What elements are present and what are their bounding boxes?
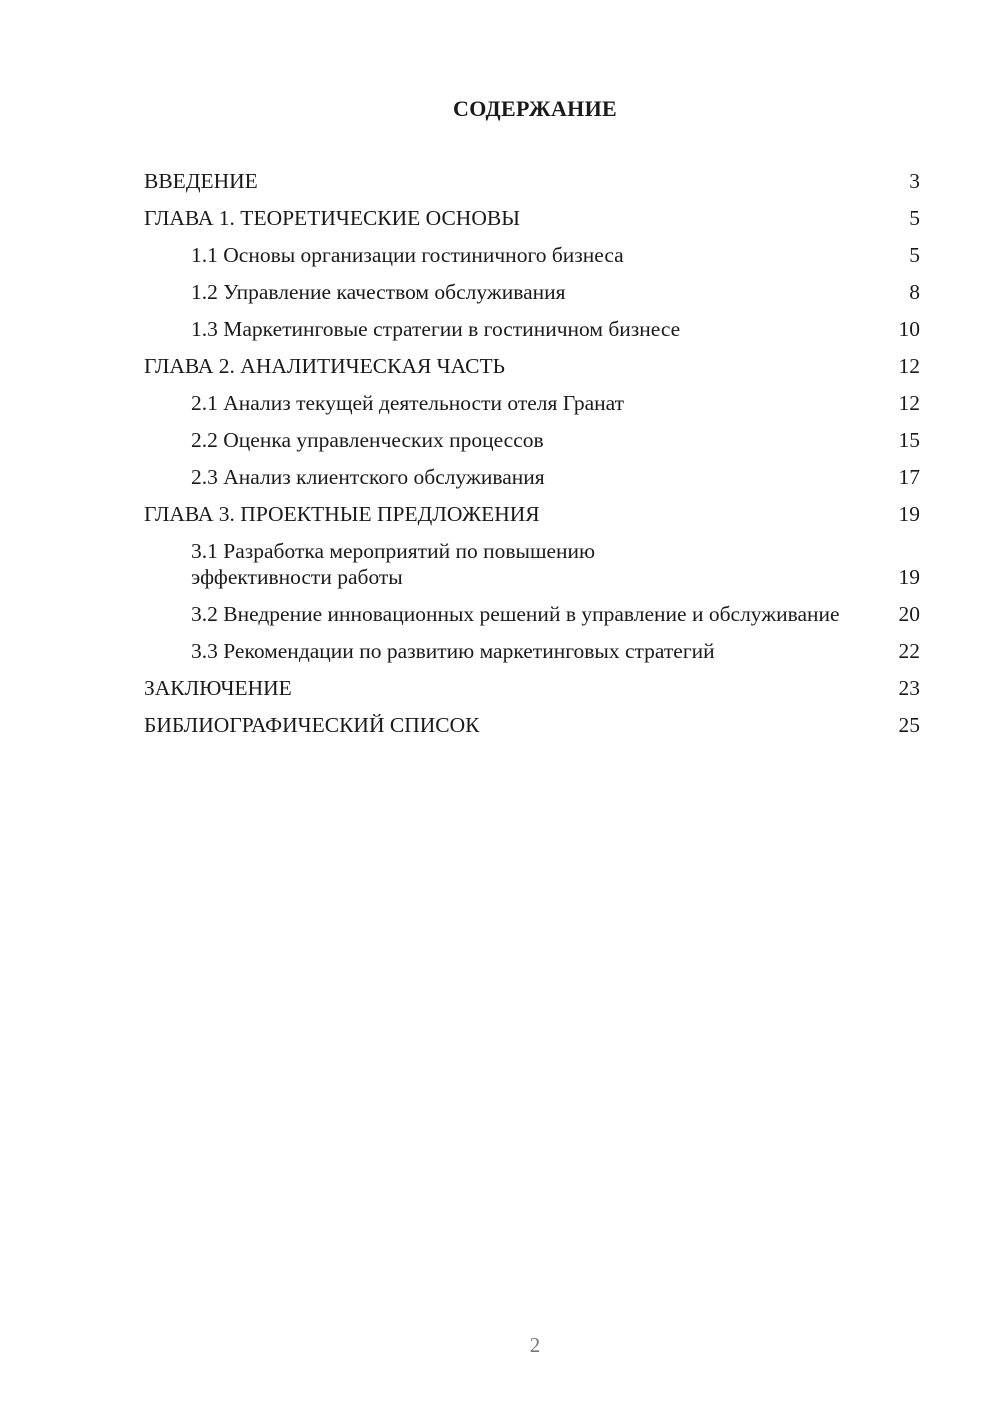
toc-entry-page: 5 [909,243,920,267]
toc-entry-page: 3 [909,169,920,193]
toc-entry-text: 1.2 Управление качеством обслуживания [191,280,566,304]
toc-entry-page: 5 [909,206,920,230]
toc-entry-page: 10 [898,317,920,341]
toc-entry-text: 1.3 Маркетинговые стратегии в гостиничном бизнесе [191,317,681,341]
toc-entry-text: ГЛАВА 3. ПРОЕКТНЫЕ ПРЕДЛОЖЕНИЯ [144,502,540,526]
toc-entry-text: 2.3 Анализ клиентского обслуживания [191,465,545,489]
toc-entry-text: БИБЛИОГРАФИЧЕСКИЙ СПИСОК [144,713,480,737]
toc-entry-conclusion [144,675,920,701]
toc-entry-text: ГЛАВА 2. АНАЛИТИЧЕСКАЯ ЧАСТЬ [144,354,505,378]
toc-entry-page: 25 [898,713,920,737]
toc-entry-text: 1.1 Основы организации гостиничного бизнеса [191,243,624,267]
toc-entry-page: 17 [898,465,920,489]
toc-entry-chapter-3 [144,501,920,527]
toc-title: СОДЕРЖАНИЕ [453,96,617,121]
toc-entry-section-2-3 [144,464,920,490]
toc-entry-section-1-1 [144,242,920,268]
toc-entry-chapter-1 [144,205,920,231]
toc-entry-section-2-2 [144,427,920,453]
toc-entry-text: 3.2 Внедрение инновационных решений в управление и обслуживание [191,602,840,626]
toc-entry-page: 8 [909,280,920,304]
table-of-contents [144,168,920,749]
toc-entry-text: ВВЕДЕНИЕ [144,169,258,193]
toc-entry-page: 15 [898,428,920,452]
toc-entry-text: ГЛАВА 1. ТЕОРЕТИЧЕСКИЕ ОСНОВЫ [144,206,520,230]
toc-entry-page: 12 [898,391,920,415]
toc-entry-bibliography [144,712,920,738]
toc-entry-chapter-2 [144,353,920,379]
toc-entry-page: 19 [898,565,920,589]
toc-entry-introduction [144,168,920,194]
toc-entry-section-3-2 [144,601,920,627]
toc-entry-page: 20 [898,602,920,626]
toc-entry-text: 3.1 Разработка мероприятий по повышению эффективности работы [191,539,596,589]
toc-entry-page: 12 [898,354,920,378]
toc-entry-text: 3.3 Рекомендации по развитию маркетинговых стратегий [191,639,715,663]
toc-entry-page: 23 [898,676,920,700]
toc-entry-page: 19 [898,502,920,526]
toc-entry-section-1-2 [144,279,920,305]
toc-entry-section-1-3 [144,316,920,342]
toc-entry-section-2-1 [144,390,920,416]
toc-entry-text: ЗАКЛЮЧЕНИЕ [144,676,292,700]
toc-entry-section-3-3 [144,638,920,664]
toc-entry-section-3-1 [144,538,920,590]
toc-entry-page: 22 [898,639,920,663]
toc-entry-text: 2.1 Анализ текущей деятельности отеля Гранат [191,391,625,415]
page-number: 2 [529,1333,541,1357]
toc-entry-text: 2.2 Оценка управленческих процессов [191,428,544,452]
